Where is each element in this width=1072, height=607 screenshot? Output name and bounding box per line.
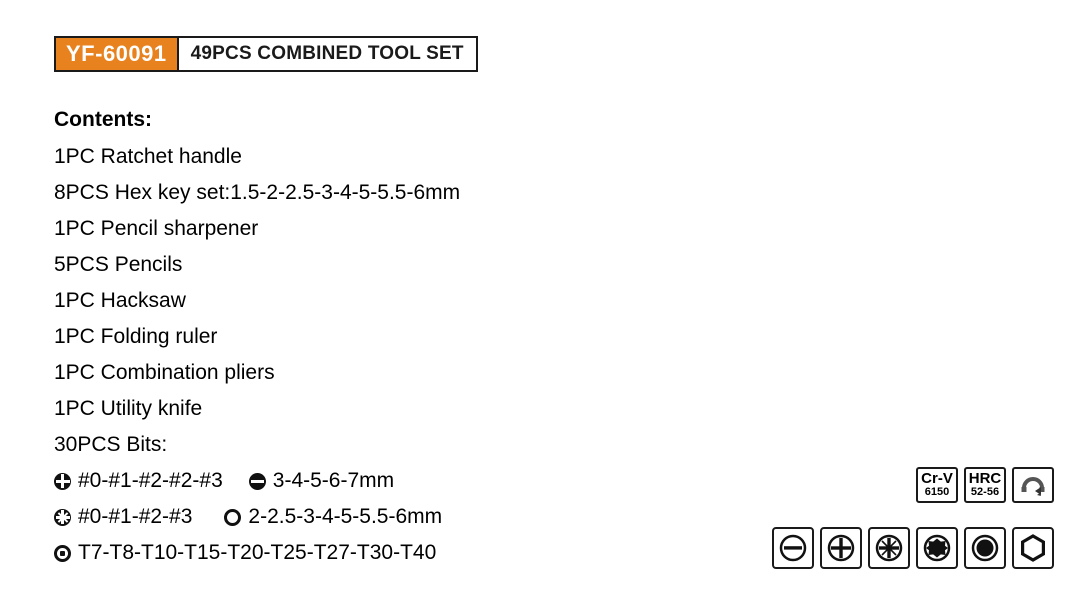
spec-badge-row — [916, 467, 1054, 503]
list-item: 1PC Combination pliers — [54, 361, 275, 384]
bit-group — [54, 499, 192, 535]
hardness-badge — [964, 467, 1006, 503]
bit-sizes: 3-4-5-6-7mm — [272, 469, 395, 492]
magnetic-tip-icon — [1018, 472, 1048, 498]
list-item: 1PC Hacksaw — [54, 289, 186, 312]
material-badge-top: Cr-V — [921, 470, 953, 488]
bit-group — [54, 535, 436, 571]
material-badge — [916, 467, 958, 503]
bit-sizes: #0-#1-#2-#2-#3 — [78, 469, 223, 492]
bit-group — [249, 463, 394, 499]
magnetic-tip-badge — [1012, 467, 1054, 503]
product-header — [54, 36, 478, 72]
torx-tip-badge — [916, 527, 958, 569]
bit-sizes: T7-T8-T10-T15-T20-T25-T27-T30-T40 — [78, 541, 437, 564]
torx-tip-icon — [922, 533, 952, 563]
pozidriv-tip-badge — [868, 527, 910, 569]
phillips-bit-icon — [54, 473, 71, 490]
bit-sizes: #0-#1-#2-#3 — [78, 505, 193, 528]
material-badge-bottom: 6150 — [924, 486, 950, 499]
tip-type-row — [772, 527, 1054, 569]
bits-row — [54, 463, 694, 499]
hex-socket-bit-icon — [224, 509, 241, 526]
contents-heading: Contents: — [54, 108, 152, 131]
slotted-bit-icon — [249, 473, 266, 490]
pozidriv-tip-icon — [874, 533, 904, 563]
bits-row — [54, 535, 694, 571]
hex-tip-icon — [1018, 533, 1048, 563]
bits-row — [54, 499, 694, 535]
list-item: 5PCS Pencils — [54, 253, 183, 276]
product-sku-badge: YF-60091 — [56, 38, 179, 70]
phillips-tip-icon — [826, 533, 856, 563]
contents-block — [54, 104, 694, 571]
list-item: 1PC Folding ruler — [54, 325, 218, 348]
bit-sizes: 2-2.5-3-4-5-5.5-6mm — [248, 505, 443, 528]
slotted-tip-icon — [778, 533, 808, 563]
phillips-tip-badge — [820, 527, 862, 569]
product-title: 49PCS COMBINED TOOL SET — [190, 43, 464, 64]
list-item: 1PC Utility knife — [54, 397, 203, 420]
torx-bit-icon — [54, 545, 71, 562]
hex-socket-tip-icon — [970, 533, 1000, 563]
list-item: 1PC Pencil sharpener — [54, 217, 259, 240]
bit-group — [54, 463, 223, 499]
hardness-badge-top: HRC — [968, 470, 1002, 488]
hex-socket-tip-badge — [964, 527, 1006, 569]
slotted-tip-badge — [772, 527, 814, 569]
hex-tip-badge — [1012, 527, 1054, 569]
list-item: 1PC Ratchet handle — [54, 145, 242, 168]
list-item: 8PCS Hex key set:1.5-2-2.5-3-4-5-5.5-6mm — [54, 181, 461, 204]
bit-group — [224, 499, 442, 535]
pozidriv-bit-icon — [54, 509, 71, 526]
list-item: 30PCS Bits: — [54, 433, 168, 456]
hardness-badge-bottom: 52-56 — [970, 486, 1000, 499]
